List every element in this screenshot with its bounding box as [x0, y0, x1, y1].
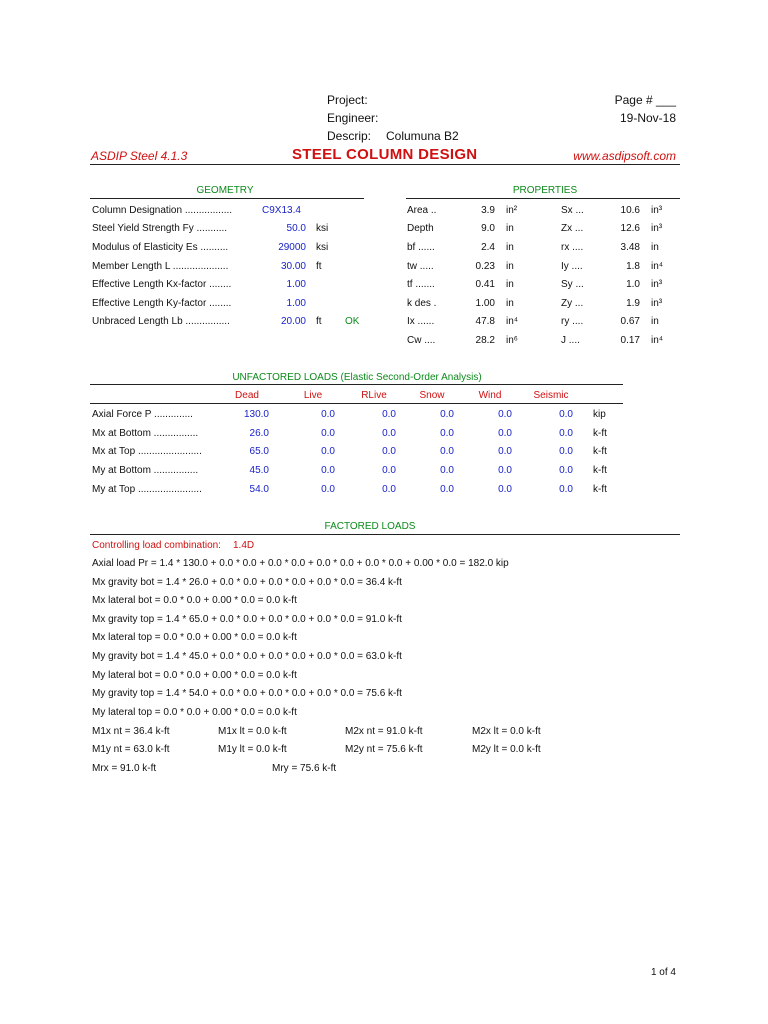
geometry-row-label: Effective Length Ky-factor ........: [92, 298, 232, 309]
property-value: 1.8: [626, 261, 640, 272]
property-label: bf ......: [407, 242, 435, 253]
page-count: 1 of 4: [650, 967, 676, 978]
load-value-cell[interactable]: 0.0: [440, 409, 454, 420]
unfactored-heading: UNFACTORED LOADS (Elastic Second-Order Analysis): [232, 372, 482, 383]
load-unit: kip: [593, 409, 606, 420]
column-header-wind: Wind: [478, 390, 502, 401]
property-unit: in⁶: [506, 335, 518, 346]
controlling-combination-label: Controlling load combination:: [92, 540, 221, 551]
descrip-label: Descrip:: [327, 129, 372, 143]
geometry-row-value[interactable]: C9X13.4: [262, 205, 301, 216]
geometry-row-value[interactable]: 1.00: [286, 298, 306, 309]
load-row-label: Axial Force P ..............: [92, 409, 193, 420]
load-unit: k-ft: [593, 484, 607, 495]
load-value-cell[interactable]: 130.0: [243, 409, 269, 420]
property-label: ry ....: [561, 316, 584, 327]
column-header-rlive: RLive: [361, 390, 387, 401]
unfactored-divider-bottom: [90, 403, 623, 404]
property-unit: in³: [651, 298, 663, 309]
factored-heading: FACTORED LOADS: [324, 521, 416, 532]
property-label: Sy ...: [561, 279, 584, 290]
load-unit: k-ft: [593, 428, 607, 439]
descrip-value: Columuna B2: [386, 129, 459, 143]
load-value-cell[interactable]: 0.0: [498, 484, 512, 495]
geometry-row-unit: ft: [316, 316, 322, 327]
property-unit: in²: [506, 205, 518, 216]
property-value: 1.00: [475, 298, 495, 309]
property-value: 3.48: [620, 242, 640, 253]
project-label: Project:: [327, 93, 368, 107]
page-title: STEEL COLUMN DESIGN: [292, 146, 478, 163]
property-value: 2.4: [481, 242, 495, 253]
load-value-cell[interactable]: 0.0: [498, 409, 512, 420]
column-header-dead: Dead: [235, 390, 259, 401]
unfactored-divider-top: [90, 384, 623, 385]
geometry-row-label: Steel Yield Strength Fy ...........: [92, 223, 228, 234]
load-value-cell[interactable]: 0.0: [440, 484, 454, 495]
moment-summary-item: M2y lt = 0.0 k-ft: [472, 744, 541, 755]
load-row-label: My at Bottom ................: [92, 465, 199, 476]
required-moment: Mry = 75.6 k-ft: [272, 763, 337, 774]
property-value: 0.17: [620, 335, 640, 346]
software-name: ASDIP Steel 4.1.3: [91, 149, 188, 163]
geometry-row-label: Effective Length Kx-factor ........: [92, 279, 232, 290]
property-label: Zy ...: [561, 298, 584, 309]
load-value-cell[interactable]: 0.0: [498, 446, 512, 457]
property-unit: in: [506, 223, 514, 234]
property-unit: in: [506, 279, 514, 290]
property-value: 0.41: [475, 279, 495, 290]
property-label: Ix ......: [407, 316, 435, 327]
factored-line: Axial load Pr = 1.4 * 130.0 + 0.0 * 0.0 + 0.0 * 0.0 + 0.0 * 0.0 + 0.0 * 0.0 + 0.00 * 0.0 = 182.0 kip: [92, 558, 509, 569]
moment-summary-item: M1y nt = 63.0 k-ft: [92, 744, 170, 755]
property-unit: in: [506, 242, 514, 253]
property-label: Depth: [407, 223, 434, 234]
load-row-label: Mx at Bottom ................: [92, 428, 199, 439]
factored-line: Mx lateral top = 0.0 * 0.0 + 0.00 * 0.0 = 0.0 k-ft: [92, 632, 297, 644]
load-value-cell[interactable]: 0.0: [382, 465, 396, 476]
property-value: 1.0: [626, 279, 640, 290]
load-value-cell[interactable]: 0.0: [382, 409, 396, 420]
property-value: 28.2: [475, 335, 495, 346]
properties-heading: PROPERTIES: [512, 185, 578, 196]
property-unit: in: [506, 298, 514, 309]
column-header-snow: Snow: [419, 390, 445, 401]
moment-summary-item: M1y lt = 0.0 k-ft: [218, 744, 287, 755]
load-value-cell[interactable]: 26.0: [249, 428, 269, 439]
load-row-label: My at Top .......................: [92, 484, 202, 495]
property-value: 10.6: [620, 205, 640, 216]
property-value: 9.0: [481, 223, 495, 234]
load-value-cell[interactable]: 54.0: [249, 484, 269, 495]
geometry-divider: [90, 198, 364, 199]
column-header-live: Live: [303, 390, 323, 401]
geometry-row-value[interactable]: 50.0: [286, 223, 306, 234]
factored-line: Mx gravity bot = 1.4 * 26.0 + 0.0 * 0.0 + 0.0 * 0.0 + 0.0 * 0.0 = 36.4 k-ft: [92, 576, 402, 588]
geometry-row-value[interactable]: 29000: [278, 242, 306, 253]
load-value-cell[interactable]: 0.0: [321, 428, 335, 439]
geometry-row-label: Column Designation .................: [92, 205, 233, 216]
property-unit: in⁴: [651, 261, 664, 272]
geometry-row-label: Member Length L ....................: [92, 261, 229, 272]
required-moment: Mrx = 91.0 k-ft: [92, 763, 157, 774]
geometry-row-label: Unbraced Length Lb ................: [92, 316, 230, 327]
load-value-cell[interactable]: 0.0: [559, 446, 573, 457]
property-label: J ....: [561, 335, 580, 346]
factored-line: Mx lateral bot = 0.0 * 0.0 + 0.00 * 0.0 = 0.0 k-ft: [92, 595, 297, 607]
load-value-cell[interactable]: 0.0: [559, 409, 573, 420]
property-unit: in³: [651, 279, 663, 290]
load-value-cell[interactable]: 0.0: [321, 484, 335, 495]
property-unit: in: [651, 242, 659, 253]
property-label: Iy ....: [561, 261, 583, 272]
geometry-row-value[interactable]: 30.00: [280, 261, 306, 272]
property-unit: in³: [651, 205, 663, 216]
geometry-row-unit: ksi: [316, 242, 329, 253]
moment-summary-item: M2x lt = 0.0 k-ft: [472, 726, 541, 737]
property-label: k des .: [407, 298, 437, 309]
property-label: tf .......: [407, 279, 435, 290]
geometry-row-value[interactable]: 20.00: [280, 316, 306, 327]
ok-status: OK: [345, 316, 360, 327]
load-value-cell[interactable]: 0.0: [559, 465, 573, 476]
load-value-cell[interactable]: 0.0: [559, 428, 573, 439]
header-divider: [90, 164, 680, 165]
property-unit: in: [651, 316, 659, 327]
property-value: 47.8: [475, 316, 495, 327]
property-value: 0.23: [475, 261, 495, 272]
property-label: Area ..: [407, 205, 437, 216]
property-label: Zx ...: [561, 223, 584, 234]
property-label: Cw ....: [407, 335, 436, 346]
engineer-label: Engineer:: [327, 111, 379, 125]
load-value-cell[interactable]: 0.0: [321, 409, 335, 420]
load-value-cell[interactable]: 0.0: [321, 446, 335, 457]
load-value-cell[interactable]: 0.0: [321, 465, 335, 476]
load-value-cell[interactable]: 0.0: [498, 465, 512, 476]
header-date: 19-Nov-18: [619, 111, 676, 125]
property-unit: in⁴: [651, 335, 664, 346]
load-value-cell[interactable]: 0.0: [498, 428, 512, 439]
properties-divider: [406, 198, 680, 199]
load-value-cell[interactable]: 45.0: [249, 465, 269, 476]
page-number: Page # ___: [614, 93, 676, 107]
factored-line: My gravity top = 1.4 * 54.0 + 0.0 * 0.0 + 0.0 * 0.0 + 0.0 * 0.0 = 75.6 k-ft: [92, 688, 402, 700]
geometry-row-unit: ksi: [316, 223, 329, 234]
load-value-cell[interactable]: 0.0: [382, 484, 396, 495]
load-value-cell[interactable]: 0.0: [440, 428, 454, 439]
factored-line: My lateral bot = 0.0 * 0.0 + 0.00 * 0.0 = 0.0 k-ft: [92, 669, 297, 681]
load-value-cell[interactable]: 0.0: [440, 465, 454, 476]
moment-summary-item: M2y nt = 75.6 k-ft: [345, 744, 423, 755]
property-value: 3.9: [481, 205, 495, 216]
factored-line: My gravity bot = 1.4 * 45.0 + 0.0 * 0.0 + 0.0 * 0.0 + 0.0 * 0.0 = 63.0 k-ft: [92, 651, 402, 662]
moment-summary-item: M2x nt = 91.0 k-ft: [345, 726, 423, 737]
geometry-row-unit: ft: [316, 261, 322, 272]
factored-divider: [90, 534, 680, 535]
load-value-cell[interactable]: 0.0: [559, 484, 573, 495]
property-value: 1.9: [626, 298, 640, 309]
property-value: 0.67: [620, 316, 640, 327]
property-unit: in³: [651, 223, 663, 234]
column-header-seismic: Seismic: [533, 390, 569, 401]
load-unit: k-ft: [593, 465, 607, 476]
load-value-cell[interactable]: 0.0: [382, 446, 396, 457]
factored-line: My lateral top = 0.0 * 0.0 + 0.00 * 0.0 = 0.0 k-ft: [92, 706, 297, 718]
property-label: rx ....: [561, 242, 584, 253]
property-unit: in⁴: [506, 316, 519, 327]
load-value-cell[interactable]: 0.0: [382, 428, 396, 439]
geometry-row-label: Modulus of Elasticity Es ..........: [92, 242, 229, 253]
geometry-row-value[interactable]: 1.00: [286, 279, 306, 290]
property-label: tw .....: [407, 261, 434, 272]
controlling-combination-value: 1.4D: [233, 540, 255, 551]
property-value: 12.6: [620, 223, 640, 234]
geometry-heading: GEOMETRY: [196, 185, 254, 196]
moment-summary-item: M1x lt = 0.0 k-ft: [218, 726, 287, 737]
property-unit: in: [506, 261, 514, 272]
load-unit: k-ft: [593, 446, 607, 457]
website-link[interactable]: www.asdipsoft.com: [573, 149, 676, 163]
load-value-cell[interactable]: 65.0: [249, 446, 269, 457]
moment-summary-item: M1x nt = 36.4 k-ft: [92, 726, 170, 737]
factored-line: Mx gravity top = 1.4 * 65.0 + 0.0 * 0.0 + 0.0 * 0.0 + 0.0 * 0.0 = 91.0 k-ft: [92, 613, 402, 625]
load-row-label: Mx at Top .......................: [92, 446, 202, 457]
property-label: Sx ...: [561, 205, 584, 216]
load-value-cell[interactable]: 0.0: [440, 446, 454, 457]
